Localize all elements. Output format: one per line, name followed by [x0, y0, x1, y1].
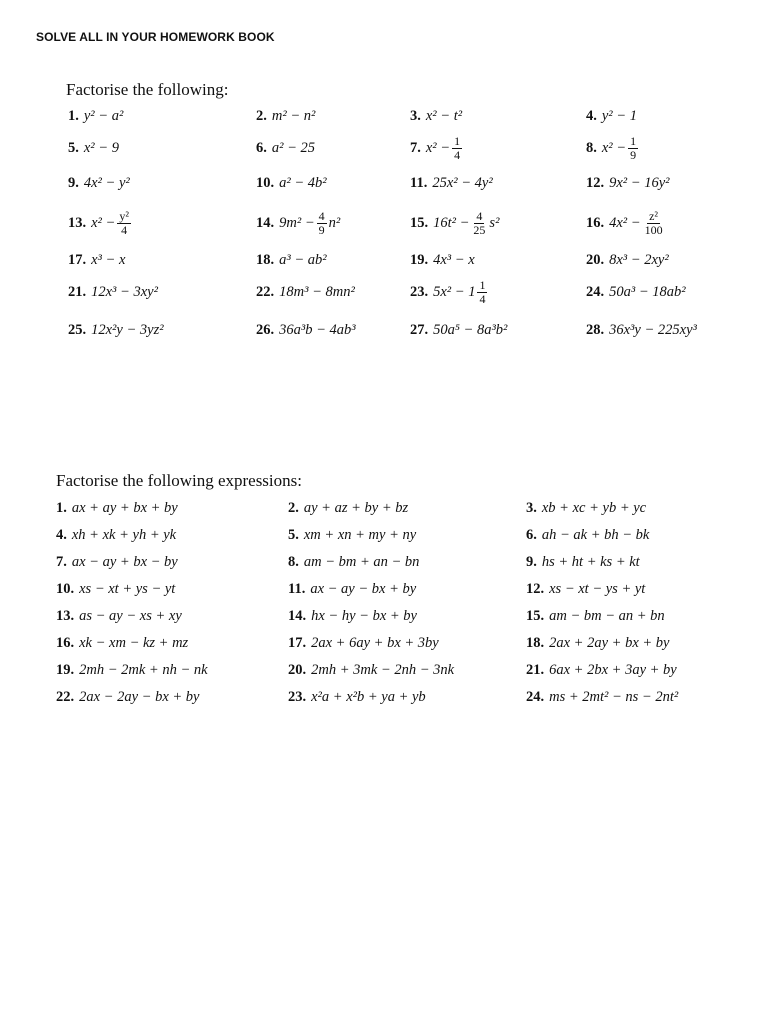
problem-item — [256, 246, 410, 274]
problem-number: 22. — [256, 283, 275, 300]
problem-item — [526, 522, 716, 549]
fraction-denominator: 9 — [630, 147, 637, 162]
problem-expression: xm + xn + my + ny — [303, 527, 417, 543]
problem-number: 24. — [586, 283, 605, 300]
problem-number: 12. — [526, 581, 545, 597]
problem-item — [256, 130, 410, 166]
problem-item — [586, 166, 706, 200]
problem-expression: 2ax − 2ay − bx + by — [79, 689, 200, 705]
page-header: SOLVE ALL IN YOUR HOMEWORK BOOK — [36, 30, 275, 44]
problem-expression: xs − xt − ys + yt — [549, 581, 646, 597]
problem-item — [56, 495, 288, 522]
problem-number: 4. — [56, 527, 67, 543]
problem-expression: 4x³ − x — [433, 251, 475, 268]
problem-number: 16. — [586, 214, 605, 231]
problem-expression: xs − xt + ys − yt — [79, 581, 176, 597]
problem-expression: a² − 4b² — [279, 174, 327, 191]
problem-number: 11. — [288, 581, 306, 597]
problem-number: 17. — [68, 251, 87, 268]
problem-expression: 2mh − 2mk + nh − nk — [79, 662, 208, 678]
expression-prefix: x² − — [425, 139, 451, 156]
problem-item — [410, 274, 586, 310]
problem-item — [68, 310, 256, 350]
problem-number: 12. — [586, 174, 605, 191]
problem-expression: 6ax + 2bx + 3ay + by — [549, 662, 677, 678]
problem-number: 13. — [68, 214, 87, 231]
expression-prefix: 5x² − 1 — [433, 283, 476, 300]
problem-item — [526, 630, 716, 657]
problem-item — [68, 246, 256, 274]
problem-number: 8. — [288, 554, 299, 570]
problem-expression: ax − ay − bx + by — [310, 581, 417, 597]
problem-item — [288, 522, 526, 549]
expression-suffix: s² — [489, 214, 500, 231]
problem-item — [526, 684, 716, 711]
problem-item — [586, 103, 706, 130]
problem-number: 10. — [256, 174, 275, 191]
problem-number: 3. — [410, 108, 421, 124]
fraction-denominator: 4 — [454, 147, 461, 162]
problem-item — [56, 549, 288, 576]
problem-expression: xh + xk + yh + yk — [71, 527, 177, 543]
fraction-numerator: 1 — [630, 133, 637, 148]
fraction-numerator: 1 — [479, 277, 486, 292]
problem-number: 22. — [56, 689, 75, 705]
problem-number: 23. — [410, 283, 429, 300]
fraction-denominator: 4 — [121, 222, 128, 237]
problem-expression: 2ax + 2ay + bx + by — [549, 635, 670, 651]
problem-expression: 36x³y − 225xy³ — [609, 321, 697, 338]
problem-expression: x³ − x — [91, 251, 126, 268]
fraction-numerator: 1 — [454, 133, 461, 148]
problem-number: 14. — [256, 214, 275, 231]
problem-expression: xb + xc + yb + yc — [541, 500, 647, 516]
problem-expression: 2ax + 6ay + bx + 3by — [311, 635, 439, 651]
expression-prefix: 16t² − — [433, 214, 470, 231]
problem-number: 25. — [68, 321, 87, 338]
problem-expression: 50a⁵ − 8a³b² — [433, 321, 508, 338]
problem-number: 17. — [288, 635, 307, 651]
fraction — [471, 210, 487, 237]
problem-number: 14. — [288, 608, 307, 624]
problem-item — [256, 103, 410, 130]
problem-item — [256, 200, 410, 246]
problem-number: 19. — [56, 662, 75, 678]
fraction-denominator: 25 — [473, 222, 486, 237]
problem-item — [68, 166, 256, 200]
problem-number: 23. — [288, 689, 307, 705]
problem-item — [526, 576, 716, 603]
problem-item — [288, 630, 526, 657]
problem-number: 11. — [410, 174, 428, 191]
problem-item — [68, 200, 256, 246]
fraction-numerator: y² — [119, 208, 129, 223]
problem-item — [68, 103, 256, 130]
problem-number: 13. — [56, 608, 75, 624]
problem-number: 7. — [410, 139, 421, 156]
problem-item — [410, 246, 586, 274]
problem-item — [410, 310, 586, 350]
fraction-numerator: 4 — [318, 208, 325, 223]
problem-expression: 2mh + 3mk − 2nh − 3nk — [311, 662, 455, 678]
problem-item — [288, 657, 526, 684]
problem-expression: 36a³b − 4ab³ — [279, 321, 356, 338]
problem-number: 18. — [256, 251, 275, 268]
problem-number: 20. — [288, 662, 307, 678]
problem-number: 2. — [256, 108, 267, 124]
problem-expression: 4x² − y² — [83, 174, 130, 191]
problem-number: 8. — [586, 139, 597, 156]
problem-item — [410, 200, 586, 246]
problem-expression: y² − 1 — [601, 108, 637, 124]
problem-item — [68, 130, 256, 166]
problem-number: 21. — [68, 283, 87, 300]
problem-expression: 12x²y − 3yz² — [91, 321, 164, 338]
problem-number: 5. — [68, 139, 79, 156]
problem-item — [586, 130, 706, 166]
problem-expression: y² − a² — [83, 108, 124, 124]
problem-number: 4. — [586, 108, 597, 124]
problem-expression: hs + ht + ks + kt — [541, 554, 640, 570]
problem-expression: ay + az + by + bz — [303, 500, 409, 516]
problem-item — [410, 103, 586, 130]
problem-item — [410, 130, 586, 166]
problem-item — [410, 166, 586, 200]
problem-item — [68, 274, 256, 310]
problem-item — [256, 166, 410, 200]
fraction-numerator: z² — [649, 208, 659, 223]
problem-expression: ah − ak + bh − bk — [541, 527, 650, 543]
problem-number: 21. — [526, 662, 545, 678]
section2-title: Factorise the following expressions: — [56, 471, 302, 490]
problem-item — [288, 603, 526, 630]
expression-prefix: x² − — [91, 214, 116, 231]
problem-item — [526, 549, 716, 576]
problem-item — [256, 310, 410, 350]
section2-problem-grid — [56, 495, 716, 711]
problem-expression: 18m³ − 8mn² — [279, 283, 355, 300]
fraction-denominator: 100 — [644, 222, 663, 237]
problem-number: 6. — [256, 139, 267, 156]
problem-number: 20. — [586, 251, 605, 268]
problem-item — [56, 630, 288, 657]
section1-title: Factorise the following: — [66, 80, 229, 99]
problem-item — [526, 495, 716, 522]
fraction — [628, 135, 638, 162]
problem-expression: a² − 25 — [271, 139, 316, 156]
problem-item — [56, 684, 288, 711]
problem-expression: hx − hy − bx + by — [311, 608, 417, 624]
problem-item — [56, 576, 288, 603]
fraction-numerator: 4 — [476, 208, 483, 223]
problem-expression: 9x² − 16y² — [609, 174, 670, 191]
problem-number: 16. — [56, 635, 75, 651]
problem-number: 15. — [410, 214, 429, 231]
expression-prefix: 9m² − — [279, 214, 315, 231]
problem-number: 26. — [256, 321, 275, 338]
problem-number: 1. — [68, 108, 79, 124]
fraction — [477, 279, 487, 306]
problem-expression: 25x² − 4y² — [432, 174, 493, 191]
problem-number: 6. — [526, 527, 537, 543]
problem-item — [586, 200, 706, 246]
fraction — [452, 135, 462, 162]
fraction — [643, 210, 665, 237]
expression-suffix: n² — [328, 214, 341, 231]
problem-item — [526, 603, 716, 630]
problem-expression: x² − t² — [425, 108, 463, 124]
problem-expression: a³ − ab² — [279, 251, 327, 268]
problem-number: 19. — [410, 251, 429, 268]
problem-expression: 50a³ − 18ab² — [609, 283, 686, 300]
expression-prefix: 4x² − — [609, 214, 641, 231]
problem-item — [256, 274, 410, 310]
problem-number: 2. — [288, 500, 299, 516]
problem-expression: x²a + x²b + ya + yb — [311, 689, 426, 705]
fraction — [317, 210, 327, 237]
fraction — [117, 210, 131, 237]
problem-expression: ax + ay + bx + by — [71, 500, 178, 516]
problem-expression: 8x³ − 2xy² — [609, 251, 669, 268]
problem-expression: ms + 2mt² − ns − 2nt² — [549, 689, 679, 705]
problem-expression: am − bm − an + bn — [549, 608, 665, 624]
problem-item — [586, 274, 706, 310]
problem-number: 10. — [56, 581, 75, 597]
expression-prefix: x² − — [601, 139, 627, 156]
problem-number: 15. — [526, 608, 545, 624]
problem-number: 9. — [68, 174, 79, 191]
problem-item — [526, 657, 716, 684]
problem-expression: ax − ay + bx − by — [71, 554, 178, 570]
problem-number: 7. — [56, 554, 67, 570]
problem-number: 18. — [526, 635, 545, 651]
problem-expression: xk − xm − kz + mz — [79, 635, 189, 651]
problem-item — [288, 576, 526, 603]
fraction-denominator: 9 — [318, 222, 325, 237]
problem-number: 24. — [526, 689, 545, 705]
problem-expression: am − bm + an − bn — [303, 554, 420, 570]
problem-expression: 12x³ − 3xy² — [91, 283, 158, 300]
problem-item — [56, 603, 288, 630]
problem-expression: x² − 9 — [83, 139, 119, 156]
problem-item — [288, 684, 526, 711]
fraction-denominator: 4 — [479, 291, 486, 306]
problem-number: 3. — [526, 500, 537, 516]
problem-number: 9. — [526, 554, 537, 570]
problem-item — [56, 657, 288, 684]
problem-number: 5. — [288, 527, 299, 543]
problem-item — [288, 549, 526, 576]
problem-number: 28. — [586, 321, 605, 338]
problem-item — [56, 522, 288, 549]
problem-number: 1. — [56, 500, 67, 516]
problem-expression: as − ay − xs + xy — [79, 608, 182, 624]
problem-item — [586, 310, 706, 350]
problem-number: 27. — [410, 321, 429, 338]
problem-expression: m² − n² — [271, 108, 316, 124]
problem-item — [288, 495, 526, 522]
section1-problem-grid — [68, 103, 706, 350]
problem-item — [586, 246, 706, 274]
